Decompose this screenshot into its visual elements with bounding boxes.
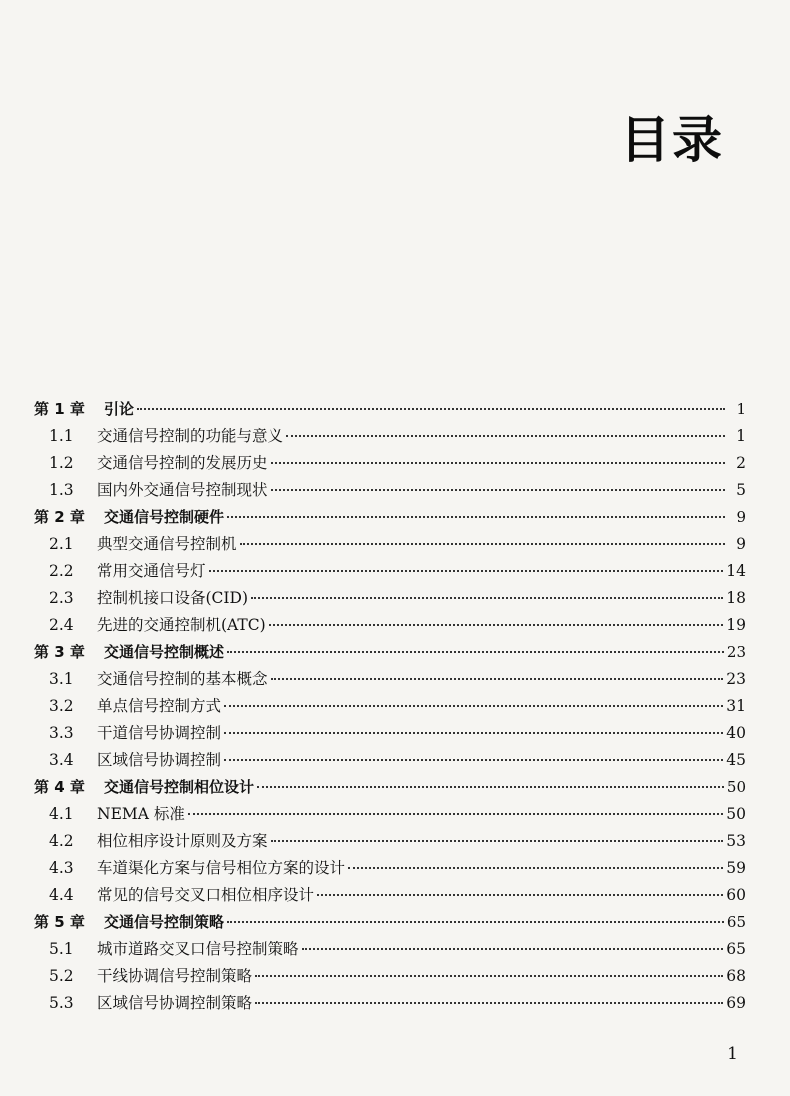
toc-title: 相位相序设计原则及方案 xyxy=(97,832,268,850)
page-title: 目录 xyxy=(620,111,724,169)
dot-leader xyxy=(251,597,723,599)
toc-section-row[interactable] xyxy=(34,801,746,828)
toc-title: 引论 xyxy=(104,400,135,418)
toc-title: 交通信号控制的功能与意义 xyxy=(97,427,284,445)
toc-number: 第 2 章 xyxy=(34,508,85,526)
toc-section-row[interactable] xyxy=(34,531,746,558)
toc-section-row[interactable] xyxy=(34,585,746,612)
toc-number: 4.4 xyxy=(49,886,74,904)
toc-page-number: 65 xyxy=(726,913,746,931)
toc-section-row[interactable] xyxy=(34,963,746,990)
dot-leader xyxy=(269,624,724,626)
toc-number: 5.2 xyxy=(49,967,74,985)
toc-title: 典型交通信号控制机 xyxy=(97,535,237,553)
toc-number: 第 4 章 xyxy=(34,778,85,796)
toc-page-number: 19 xyxy=(726,616,746,634)
toc-section-row[interactable] xyxy=(34,882,746,909)
dot-leader xyxy=(271,462,725,464)
toc-title: 交通信号控制的发展历史 xyxy=(97,454,268,472)
toc-page-number: 60 xyxy=(726,886,746,904)
page-number: 1 xyxy=(727,1044,738,1064)
toc-title: 常见的信号交叉口相位相序设计 xyxy=(97,886,315,904)
toc-number: 3.4 xyxy=(49,751,74,769)
dot-leader xyxy=(348,867,723,869)
dot-leader xyxy=(137,408,725,410)
toc-page-number: 50 xyxy=(726,805,746,823)
toc-section-row[interactable] xyxy=(34,720,746,747)
table-of-contents xyxy=(34,396,746,1017)
toc-page-number: 23 xyxy=(726,670,746,688)
toc-section-row[interactable] xyxy=(34,693,746,720)
toc-number: 1.2 xyxy=(49,454,74,472)
toc-section-row[interactable] xyxy=(34,477,746,504)
toc-section-row[interactable] xyxy=(34,855,746,882)
toc-title: 城市道路交叉口信号控制策略 xyxy=(97,940,299,958)
dot-leader xyxy=(271,840,724,842)
dot-leader xyxy=(227,516,725,518)
toc-number: 2.3 xyxy=(49,589,74,607)
toc-section-row[interactable] xyxy=(34,612,746,639)
toc-section-row[interactable] xyxy=(34,936,746,963)
toc-section-row[interactable] xyxy=(34,423,746,450)
toc-page-number: 1 xyxy=(736,427,746,445)
toc-number: 4.1 xyxy=(49,805,74,823)
toc-page-number: 53 xyxy=(726,832,746,850)
toc-page-number: 5 xyxy=(736,481,746,499)
toc-number: 第 3 章 xyxy=(34,643,85,661)
toc-section-row[interactable] xyxy=(34,666,746,693)
toc-page-number: 23 xyxy=(726,643,746,661)
toc-page-number: 69 xyxy=(726,994,746,1012)
toc-number: 1.3 xyxy=(49,481,74,499)
toc-chapter-row[interactable] xyxy=(34,504,746,531)
toc-number: 4.3 xyxy=(49,859,74,877)
toc-title: 车道渠化方案与信号相位方案的设计 xyxy=(97,859,346,877)
toc-page-number: 45 xyxy=(726,751,746,769)
dot-leader xyxy=(188,813,723,815)
toc-number: 2.1 xyxy=(49,535,74,553)
toc-page-number: 50 xyxy=(726,778,746,796)
toc-chapter-row[interactable] xyxy=(34,909,746,936)
dot-leader xyxy=(255,1002,723,1004)
dot-leader xyxy=(240,543,725,545)
toc-title: 交通信号控制概述 xyxy=(104,643,225,661)
toc-number: 2.2 xyxy=(49,562,74,580)
toc-section-row[interactable] xyxy=(34,450,746,477)
dot-leader xyxy=(255,975,723,977)
dot-leader xyxy=(209,570,724,572)
toc-page-number: 9 xyxy=(736,508,746,526)
dot-leader xyxy=(271,678,724,680)
toc-number: 第 1 章 xyxy=(34,400,85,418)
toc-number: 5.3 xyxy=(49,994,74,1012)
toc-title: 控制机接口设备(CID) xyxy=(97,589,249,607)
toc-section-row[interactable] xyxy=(34,747,746,774)
toc-section-row[interactable] xyxy=(34,558,746,585)
toc-page-number: 68 xyxy=(726,967,746,985)
dot-leader xyxy=(317,894,723,896)
toc-chapter-row[interactable] xyxy=(34,396,746,423)
toc-page-number: 1 xyxy=(736,400,746,418)
toc-title: 区域信号协调控制 xyxy=(97,751,222,769)
toc-title: 干道信号协调控制 xyxy=(97,724,222,742)
toc-page-number: 2 xyxy=(736,454,746,472)
toc-page-number: 65 xyxy=(726,940,746,958)
toc-number: 5.1 xyxy=(49,940,74,958)
dot-leader xyxy=(224,732,723,734)
toc-number: 4.2 xyxy=(49,832,74,850)
toc-page-number: 18 xyxy=(726,589,746,607)
dot-leader xyxy=(302,948,724,950)
toc-title: NEMA 标准 xyxy=(97,805,185,823)
dot-leader xyxy=(224,705,723,707)
toc-number: 3.2 xyxy=(49,697,74,715)
dot-leader xyxy=(227,651,724,653)
dot-leader xyxy=(224,759,723,761)
toc-title: 交通信号控制相位设计 xyxy=(104,778,255,796)
toc-number: 3.1 xyxy=(49,670,74,688)
toc-page-number: 59 xyxy=(726,859,746,877)
toc-number: 1.1 xyxy=(49,427,74,445)
toc-page-number: 40 xyxy=(726,724,746,742)
toc-title: 常用交通信号灯 xyxy=(97,562,206,580)
toc-chapter-row[interactable] xyxy=(34,639,746,666)
dot-leader xyxy=(227,921,724,923)
toc-chapter-row[interactable] xyxy=(34,774,746,801)
toc-page-number: 9 xyxy=(736,535,746,553)
toc-page-number: 31 xyxy=(726,697,746,715)
toc-page-number: 14 xyxy=(726,562,746,580)
toc-number: 3.3 xyxy=(49,724,74,742)
dot-leader xyxy=(257,786,724,788)
toc-title: 区域信号协调控制策略 xyxy=(97,994,253,1012)
toc-title: 交通信号控制策略 xyxy=(104,913,225,931)
toc-number: 2.4 xyxy=(49,616,74,634)
toc-number: 第 5 章 xyxy=(34,913,85,931)
toc-section-row[interactable] xyxy=(34,828,746,855)
toc-title: 先进的交通控制机(ATC) xyxy=(97,616,266,634)
toc-title: 交通信号控制的基本概念 xyxy=(97,670,268,688)
dot-leader xyxy=(286,435,725,437)
toc-title: 交通信号控制硬件 xyxy=(104,508,225,526)
toc-title: 单点信号控制方式 xyxy=(97,697,222,715)
toc-title: 国内外交通信号控制现状 xyxy=(97,481,268,499)
dot-leader xyxy=(271,489,725,491)
toc-title: 干线协调信号控制策略 xyxy=(97,967,253,985)
toc-section-row[interactable] xyxy=(34,990,746,1017)
